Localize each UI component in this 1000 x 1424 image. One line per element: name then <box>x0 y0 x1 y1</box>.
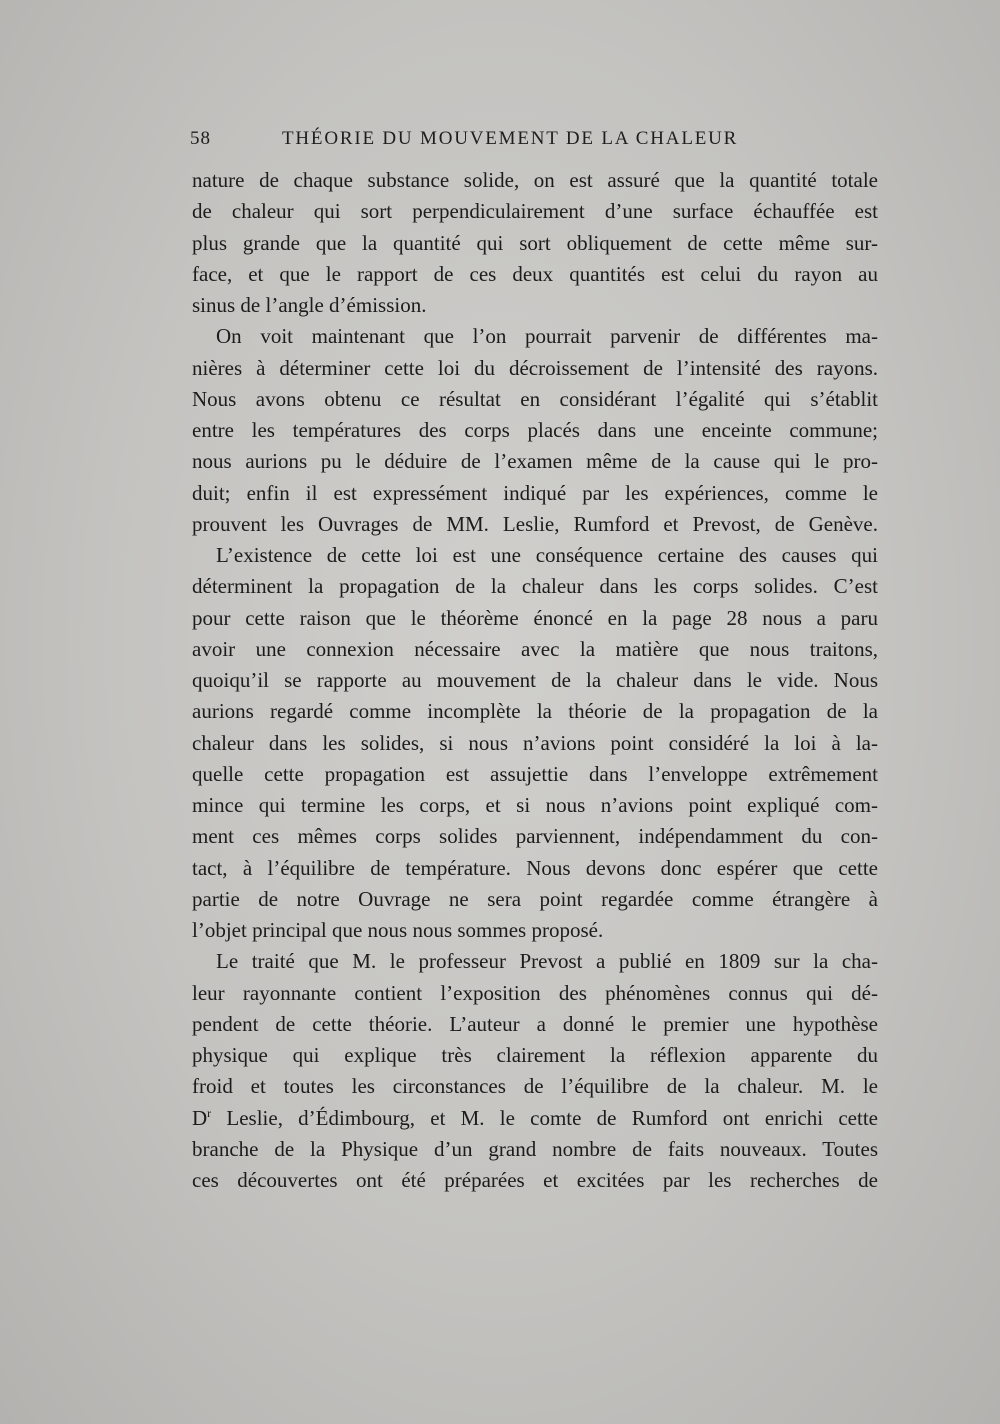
superscript: r <box>207 1105 212 1120</box>
text-line: quelle cette propagation est assujettie dans l’enveloppe extrêmement <box>192 761 878 786</box>
text-line: leur rayonnante contient l’exposition des phénomènes connus qui dé- <box>192 980 878 1005</box>
text-line: On voit maintenant que l’on pourrait parvenir de différentes ma- <box>216 324 878 349</box>
text-line: plus grande que la quantité qui sort obliquement de cette même sur- <box>192 230 878 255</box>
text-line: mince qui termine les corps, et si nous n’avions point expliqué com- <box>192 793 878 817</box>
text-line: tact, à l’équilibre de température. Nous devons donc espérer que cette <box>192 855 878 880</box>
text-line: face, et que le rapport de ces deux quantités est celui du rayon au <box>192 261 878 286</box>
text-line: l’objet principal que nous nous sommes proposé. <box>192 918 604 942</box>
running-head-title: THÉORIE DU MOUVEMENT DE LA CHALEUR <box>282 128 739 149</box>
text-line: chaleur dans les solides, si nous n’avions point considéré la loi à la- <box>192 730 878 755</box>
paragraph-4 <box>192 946 878 1196</box>
text-line: entre les températures des corps placés dans une enceinte commune; <box>192 418 878 442</box>
text-line: nières à déterminer cette loi du décroissement de l’intensité des rayons. <box>192 355 878 380</box>
text-line: pendent de cette théorie. L’auteur a donné le premier une hypothèse <box>192 1011 878 1036</box>
text-line: L’existence de cette loi est une conséquence certaine des causes qui <box>216 543 878 567</box>
text-line: partie de notre Ouvrage ne sera point regardée comme étrangère à <box>192 886 878 911</box>
text-line-with-superscript <box>192 1103 878 1134</box>
text-line: nous aurions pu le déduire de l’examen même de la cause qui le pro- <box>192 449 878 474</box>
text-line: de chaleur qui sort perpendiculairement d’une surface échauffée est <box>192 199 878 224</box>
text-line: pour cette raison que le théorème énoncé en la page 28 nous a paru <box>192 605 878 630</box>
text-line: duit; enfin il est expressément indiqué par les expériences, comme le <box>192 480 878 505</box>
body-text <box>192 165 878 1196</box>
text-line: nature de chaque substance solide, on est assuré que la quantité totale <box>192 168 878 192</box>
text-line: quoiqu’il se rapporte au mouvement de la chaleur dans le vide. Nous <box>192 668 878 692</box>
page-number: 58 <box>190 128 211 149</box>
text-line: Le traité que M. le professeur Prevost a publié en 1809 sur la cha- <box>216 949 878 974</box>
text-line: déterminent la propagation de la chaleur dans les corps solides. C’est <box>192 574 878 599</box>
paragraph-1 <box>192 165 878 321</box>
text-fragment: Leslie, d’Édimbourg, et M. le comte de Rumford ont enrichi cette <box>211 1105 878 1130</box>
text-line: ment ces mêmes corps solides parviennent, indépendamment du con- <box>192 824 878 849</box>
text-line: prouvent les Ouvrages de MM. Leslie, Rumford et Prevost, de Genève. <box>192 511 878 536</box>
text-line: froid et toutes les circonstances de l’équilibre de la chaleur. M. le <box>192 1074 878 1099</box>
text-line: Nous avons obtenu ce résultat en considérant l’égalité qui s’établit <box>192 386 878 411</box>
text-line: aurions regardé comme incomplète la théorie de la propagation de la <box>192 699 878 724</box>
text-line: sinus de l’angle d’émission. <box>192 293 427 317</box>
text-line: ces découvertes ont été préparées et excitées par les recherches de <box>192 1168 878 1192</box>
running-head <box>190 128 880 158</box>
paragraph-2 <box>192 321 878 540</box>
text-line: avoir une connexion nécessaire avec la matière que nous traitons, <box>192 636 878 661</box>
text-line: branche de la Physique d’un grand nombre de faits nouveaux. Toutes <box>192 1136 878 1161</box>
text-fragment: D <box>192 1105 208 1130</box>
paragraph-3 <box>192 540 878 946</box>
text-line: physique qui explique très clairement la réflexion apparente du <box>192 1043 878 1067</box>
